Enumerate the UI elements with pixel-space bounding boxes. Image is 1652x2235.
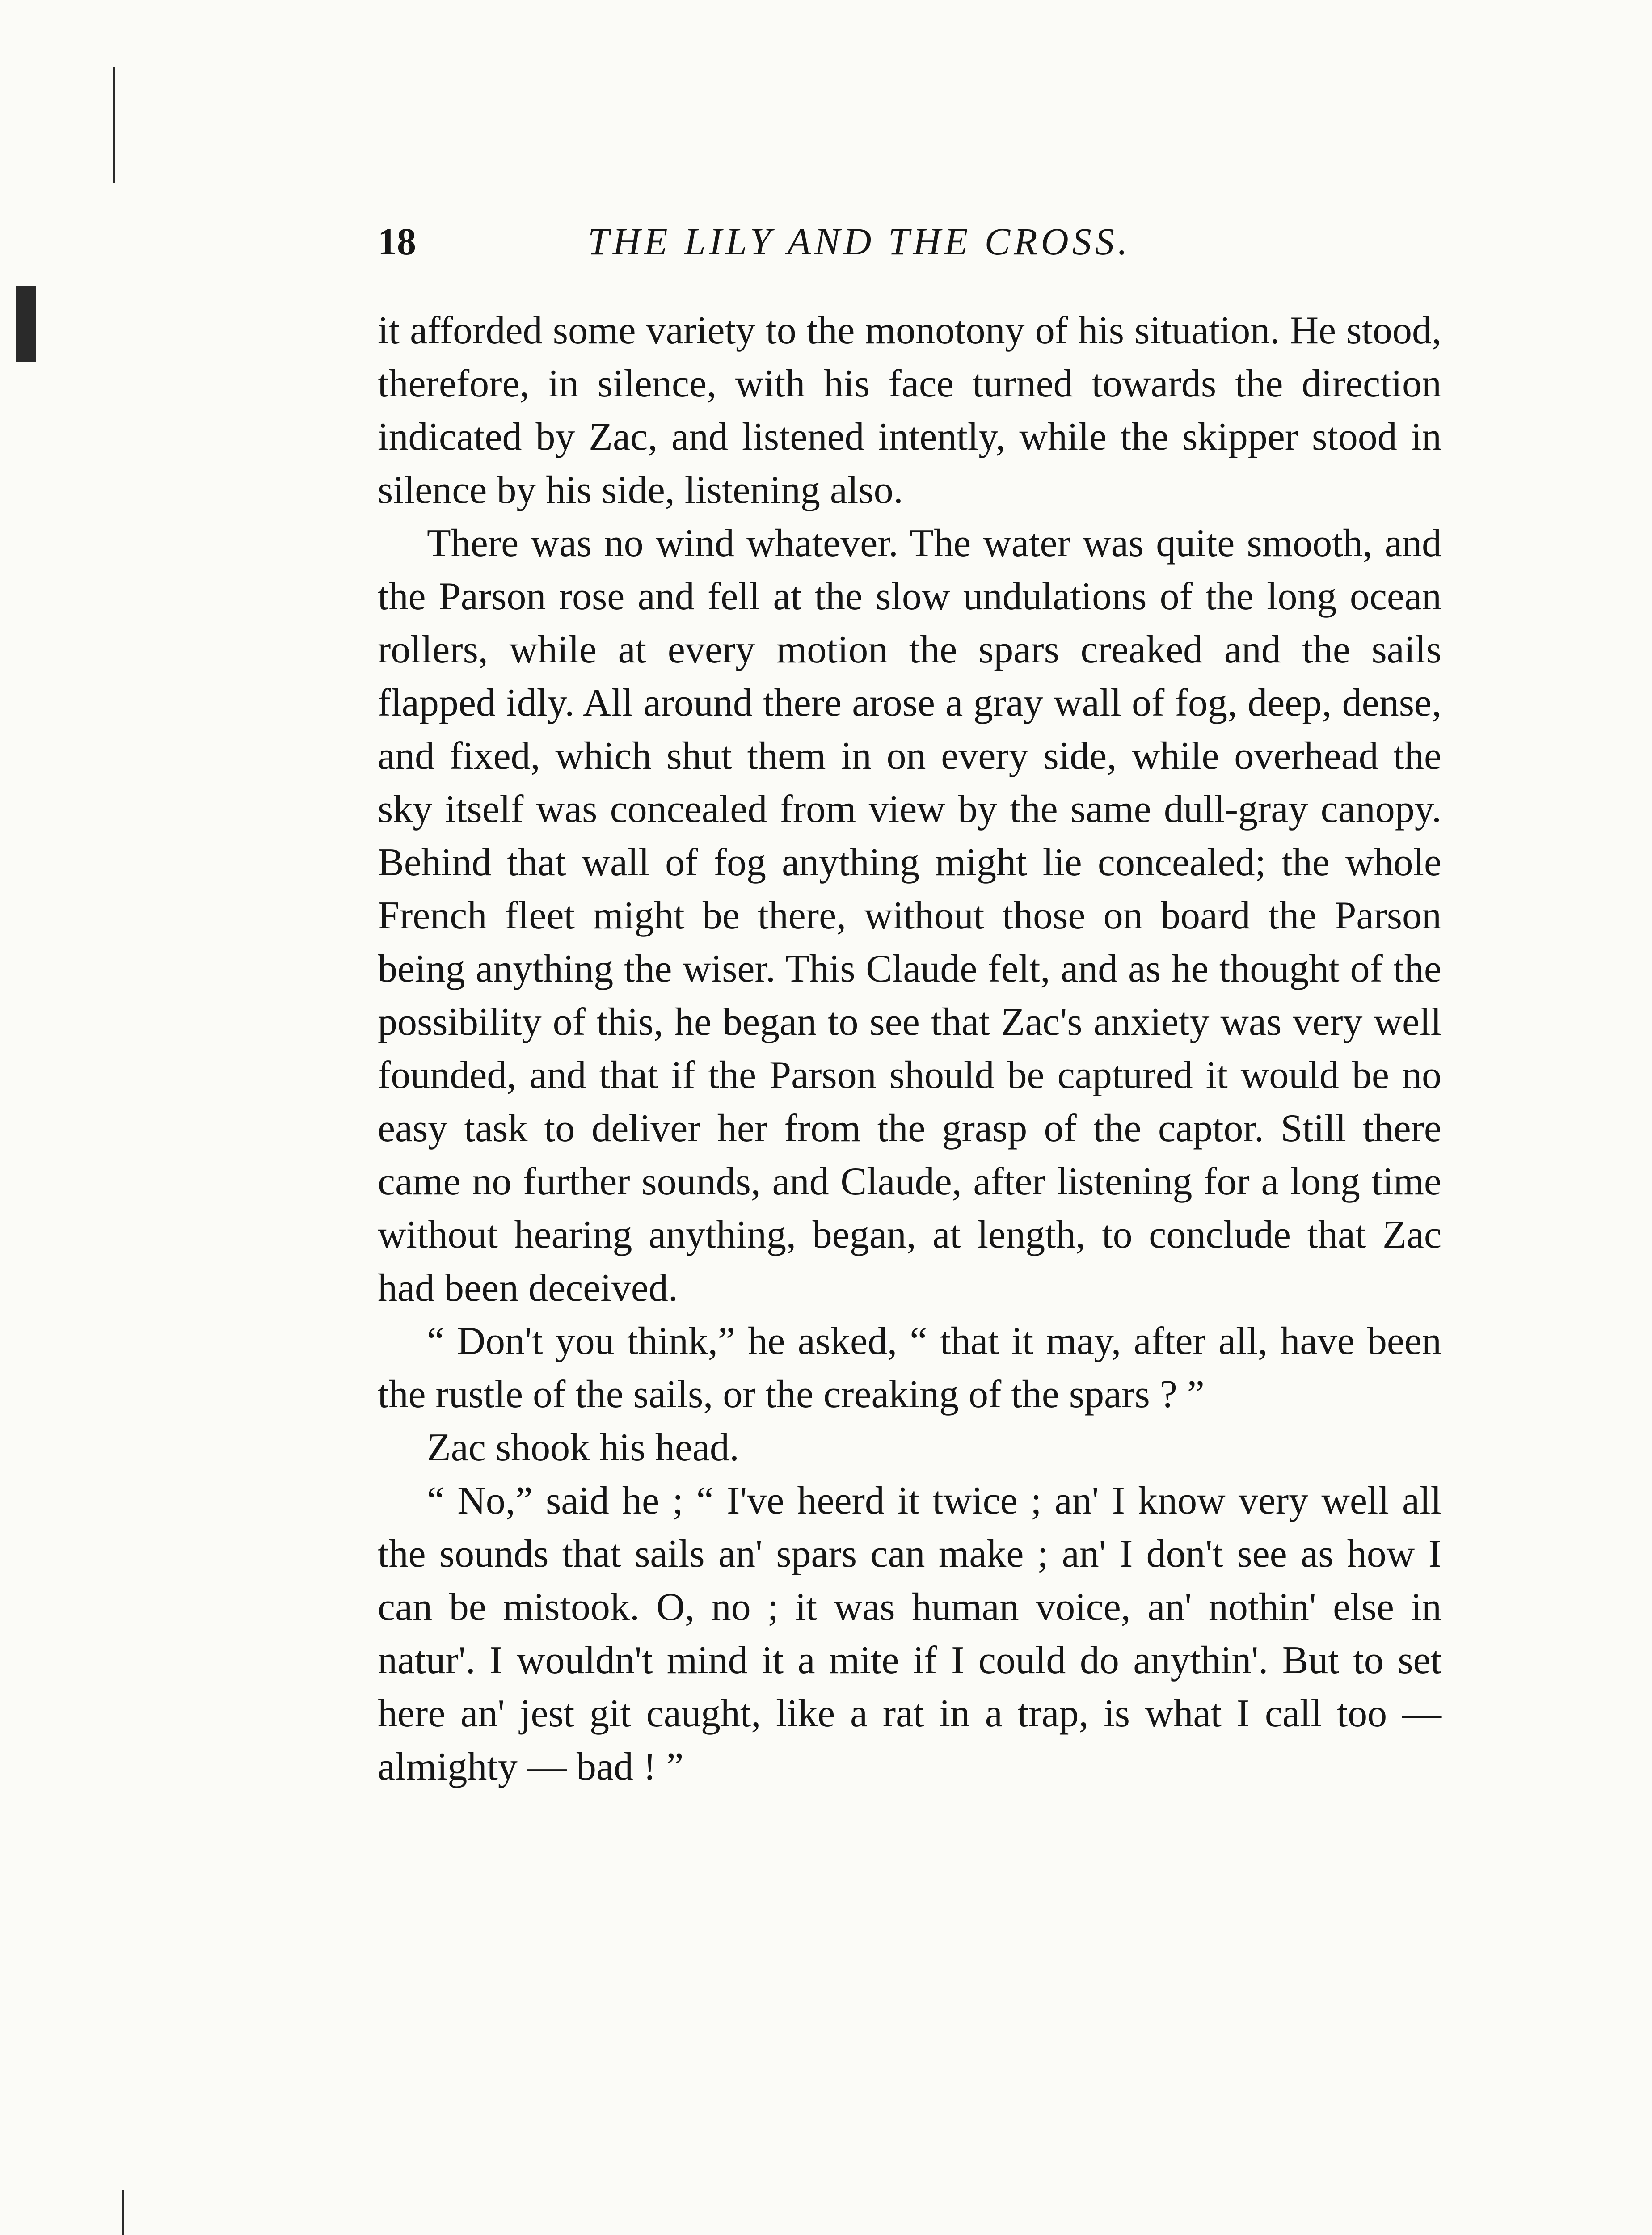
paragraph: “ No,” said he ; “ I've heerd it twice ; an' I know very well all the sounds that sails an' spars can make ; an' I don't see as how I can be mistook. O, no ; it was human voice, an' nothin' else in natur'. I wouldn't mind it a mite if I could do anythin'. But to set here an' jest git caught, like a rat in a trap, is what I call too — almighty — bad ! ” <box>378 1479 1441 1788</box>
binding-edge-line <box>122 2190 124 2235</box>
paragraph: Zac shook his head. <box>427 1426 739 1469</box>
binding-edge-mark <box>16 286 36 362</box>
page-number: 18 <box>378 220 416 263</box>
paragraph: “ Don't you think,” he asked, “ that it may, after all, have been the rustle of the sails, or the creaking of the spars ? ” <box>378 1320 1441 1416</box>
paragraph: There was no wind whatever. The water was quite smooth, and the Parson rose and fell at the slow undulations of the long ocean rollers, while at every motion the spars creaked and the sails flapped idly. All around there arose a gray wall of fog, deep, dense, and fixed, which shut them in on every side, while overhead the sky itself was concealed from view by the same dull-gray canopy. Behind that wall of fog anything might lie concealed; the whole French fleet might be there, without those on board the Parson being anything the wiser. This Claude felt, and as he thought of the possibility of this, he began to see that Zac's anxiety was very well founded, and that if the Parson should be captured it would be no easy task to deliver her from the grasp of the captor. Still there came no further sounds, and Claude, after listening for a long time without hearing anything, began, at length, to conclude that Zac had been deceived. <box>378 522 1441 1310</box>
page-header <box>378 210 1433 273</box>
body-text <box>378 304 1441 1793</box>
running-title: THE LILY AND THE CROSS. <box>588 220 1131 263</box>
paragraph: it afforded some variety to the monotony of his situation. He stood, therefore, in silence, with his face turned towards the direction indicated by Zac, and listened intently, while the skipper stood in silence by his side, listening also. <box>378 309 1441 512</box>
binding-edge-line <box>113 67 115 183</box>
